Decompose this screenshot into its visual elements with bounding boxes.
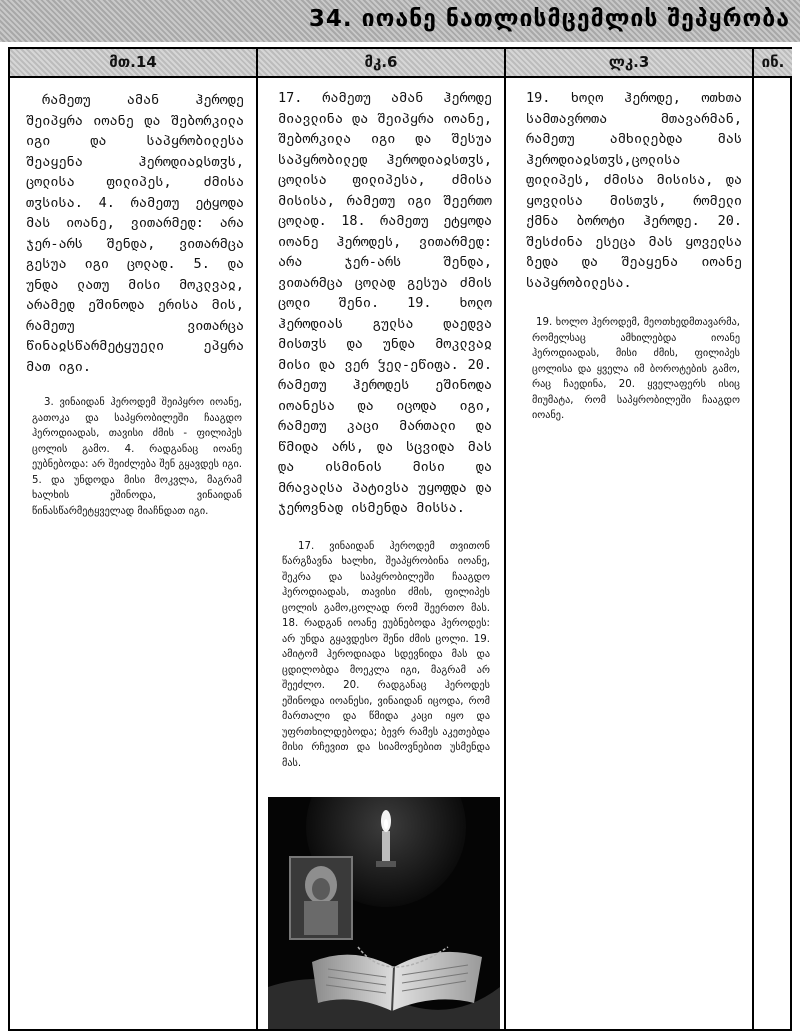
column-mark (258, 49, 506, 1029)
modern-translation-matthew: 3. ვინაიდან ჰეროდემ შეიპყრო იოანე, გათოკა და საპყრობილეში ჩააგდო ჰეროდიადას, თავისი ძმის - ფილიპეს ცოლის გამო. 4. რადგანაც იოანე ეუბნებოდა: არ შეიძლება შენ გყავდეს იგი. 5. და უნდოდა მისი მოკვლა, მაგრამ ხალხის ეშინოდა, ვინაიდან წინასწარმეტყველად მიაჩნდათ იგი. (32, 397, 242, 517)
column-header-john: ინ. (754, 49, 792, 78)
old-georgian-text-luke: 19. ხოლო ჰეროდე, ოთხთა სამთავროთა მთავარმან, რამეთუ ამხილებდა მას ჰეროდიაჲსთჳს,ცოლისა ფილიპეს, ძმისა მისისა, და ყოვლისა მისთჳს, რომელი ქმნა ბოროტი ჰეროდე. 20. შესძინა ესეცა მას ყოველსა ზედა და შეაყენა იოანე საპყრობილესა. (526, 90, 742, 291)
column-luke (506, 49, 754, 1029)
candle-book-photo (268, 797, 500, 1029)
column-matthew (10, 49, 258, 1029)
column-header-luke: ლკ.3 (506, 49, 752, 78)
column-header-matthew: მთ.14 (10, 49, 256, 78)
old-georgian-text-mark: 17. რამეთუ ამან ჰეროდე მიავლინა და შეიპყრა იოანე, შებორკილა იგი და შესუა საპყრობილედ ჰეროდიაჲსთჳს, ცოლისა ფილიპესა, ძმისა მისისა, რამეთუ იგი შეერთო ცოლად. 18. რამეთუ ეტყოდა იოანე ჰეროდეს, ვითარმედ: არა ჯერ-არს შენდა, ვითარმცა ცოლად გესუა ძმის ცოლი შენი. 19. ხოლო ჰეროდიას გულსა დაედვა მისთჳს და უნდა მოკლვაჲ მისი და ვერ ჴელ-ეწიფა. 20. რამეთუ ჰეროდეს ეშინოდა იოანესა და იცოდა იგი, რამეთუ კაცი მართალი და წმიდა არს, და სცვიდა მას და ისმინის მისი და მრავალსა პატივსა უყოფდა და ჯეროვნად ისმენდა მისსა. (278, 90, 492, 516)
modern-translation-luke: 19. ხოლო ჰეროდემ, მეოთხედმთავარმა, რომელსაც ამხილებდა იოანე ჰეროდიადას, მისი ძმის, ფილიპეს ცოლისა და ყველა იმ ბოროტების გამო, რაც ჩაედინა, 20. ყველაფერს ისიც მიუმატა, რომ საპყრობილეში ჩააგდო იოანე. (532, 317, 740, 421)
gospel-columns-table (8, 47, 792, 1031)
page-title: 34. იოანე ნათლისმცემლის შეპყრობა (308, 6, 790, 32)
header-banner (0, 0, 800, 42)
old-georgian-text-matthew: რამეთუ ამან ჰეროდე შეიპყრა იოანე და შებორკილა იგი და საპყრობილესა შეაყენა ჰეროდიაჲსთჳს, ცოლისა ფილიპეს, ძმისა თჳსისა. 4. რამეთუ ეტყოდა მას იოანე, ვითარმედ: არა ჯერ-არს შენდა, ვითარმცა გესუა იგი ცოლად. 5. და უნდა ლათუ მისი მოკლვაჲ, არამედ ეშინოდა ერისა მის, რამეთუ ვითარცა წინაჲსწარმეტყუელი ეპყრა მათ იგი. (26, 92, 244, 375)
modern-translation-mark: 17. ვინაიდან ჰეროდემ თვითონ წარგზავნა ხალხი, შეაპყრობინა იოანე, შეკრა და საპყრობილეში ჩააგდო ჰეროდიადას, თავისი ძმის, ფილიპეს ცოლის გამო,ცოლად რომ შეერთო მას. 18. რადგან იოანე ეუბნებოდა ჰეროდეს: არ უნდა გყავდესო შენი ძმის ცოლი. 19. ამიტომ ჰეროდიადა სდევნიდა მას და ცდილობდა მოეკლა იგი, მაგრამ არ შეეძლო. 20. რადგანაც ჰეროდეს ეშინოდა იოანესი, ვინაიდან იცოდა, რომ მართალი და წმიდა კაცი იყო და უფრთხილდებოდა; ბევრ რამეს აკეთებდა მისი რჩევით და სიამოვნებით უსმენდა მას. (282, 540, 490, 769)
column-header-mark: მკ.6 (258, 49, 504, 78)
column-john (754, 49, 792, 1029)
open-book-candle-icon (268, 797, 500, 1029)
